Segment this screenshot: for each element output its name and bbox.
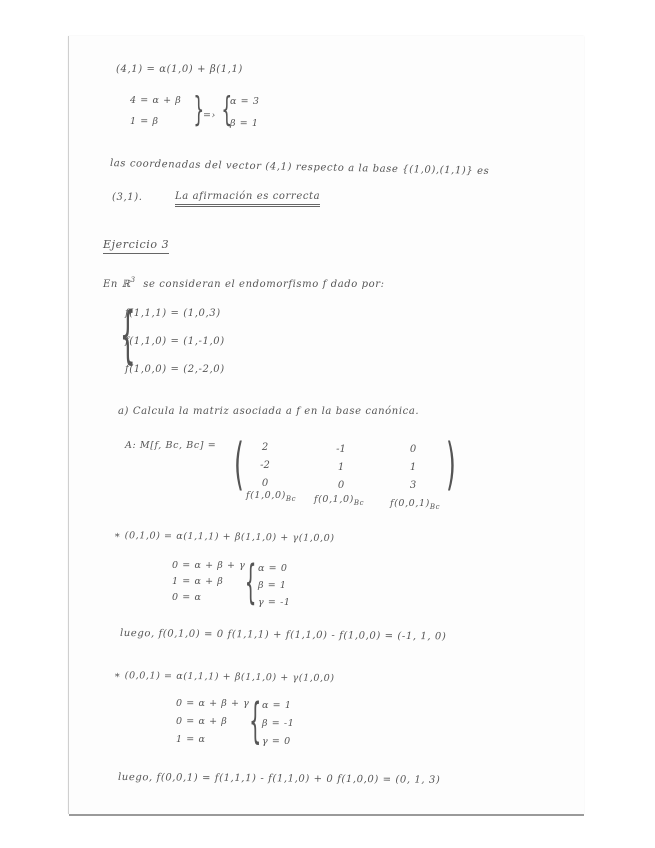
matrix-right-paren: ): [446, 432, 456, 497]
right-brace: }: [193, 90, 205, 130]
system1-eq-b: 1 = β: [130, 116, 159, 127]
system3-result-alpha: α = 1: [262, 700, 292, 711]
exercise-statement: En ℝ$^3$ se consideran el endomorfismo f dado por:: [103, 276, 385, 290]
system1-arrow: =›: [203, 110, 216, 121]
matrix-cell: 0: [261, 478, 269, 489]
system2-eq-c: 0 = α: [172, 592, 202, 603]
matrix-label: A: M[f, Bc, Bc] =: [125, 440, 217, 451]
system2-result-alpha: α = 0: [258, 563, 288, 574]
statement-correct: La afirmación es correcta: [175, 191, 320, 207]
equation-line-1: (4,1) = α(1,0) + β(1,1): [116, 64, 243, 75]
matrix-cell: 1: [337, 462, 345, 473]
matrix-cell: -1: [336, 444, 346, 455]
system2-result-beta: β = 1: [258, 580, 287, 591]
conclusion-text: las coordenadas del vector (4,1) respecto a la base {(1,0),(1,1)} es: [109, 158, 490, 177]
definitions-brace: {: [119, 298, 136, 371]
notebook-page: [68, 36, 584, 814]
definition-3: f(1,0,0) = (2,-2,0): [125, 364, 225, 375]
column-label-3: $f(0,0,1)_{Bc}$: [390, 498, 441, 511]
left-brace: {: [221, 90, 233, 130]
matrix-left-paren: (: [234, 432, 244, 497]
exercise-title: Ejercicio 3: [103, 238, 169, 254]
definition-2: f(1,1,0) = (1,-1,0): [125, 336, 225, 347]
column-label-1: $f(1,0,0)_{Bc}$: [246, 490, 297, 503]
system2-result-gamma: γ = -1: [258, 597, 291, 608]
question-a: a) Calcula la matriz asociada a f en la base canónica.: [118, 406, 420, 417]
definition-1: f(1,1,1) = (1,0,3): [125, 308, 221, 319]
computation-1: ∗ (0,1,0) = α(1,1,1) + β(1,1,0) + γ(1,0,0): [113, 530, 335, 545]
system3-eq-b: 0 = α + β: [176, 716, 228, 727]
result-line-1: luego, f(0,1,0) = 0 f(1,1,1) + f(1,1,0) - f(1,0,0) = (-1, 1, 0): [119, 628, 447, 643]
system3-result-beta: β = -1: [262, 718, 295, 729]
system2-eq-b: 1 = α + β: [172, 576, 224, 587]
system1-result-alpha: α = 3: [230, 96, 260, 107]
system3-eq-a: 0 = α + β + γ: [176, 698, 250, 709]
system2-eq-a: 0 = α + β + γ: [172, 560, 246, 571]
computation-2: ∗ (0,0,1) = α(1,1,1) + β(1,1,0) + γ(1,0,0): [113, 670, 335, 685]
system2-brace: {: [244, 555, 257, 609]
matrix-cell: 2: [261, 442, 269, 453]
coordinates-result: (3,1).: [112, 192, 143, 203]
result-line-2: luego, f(0,0,1) = f(1,1,1) - f(1,1,0) + 0 f(1,0,0) = (0, 1, 3): [117, 772, 441, 786]
matrix-cell: 3: [409, 480, 417, 491]
system3-brace: {: [249, 693, 262, 749]
matrix-cell: -2: [260, 460, 270, 471]
system3-result-gamma: γ = 0: [262, 736, 291, 747]
system1-result-beta: β = 1: [230, 118, 259, 129]
matrix-cell: 1: [409, 462, 417, 473]
matrix-cell: 0: [337, 480, 345, 491]
column-label-2: $f(0,1,0)_{Bc}$: [314, 494, 365, 507]
system3-eq-c: 1 = α: [176, 734, 206, 745]
matrix-cell: 0: [409, 444, 417, 455]
system1-eq-a: 4 = α + β: [130, 95, 182, 106]
